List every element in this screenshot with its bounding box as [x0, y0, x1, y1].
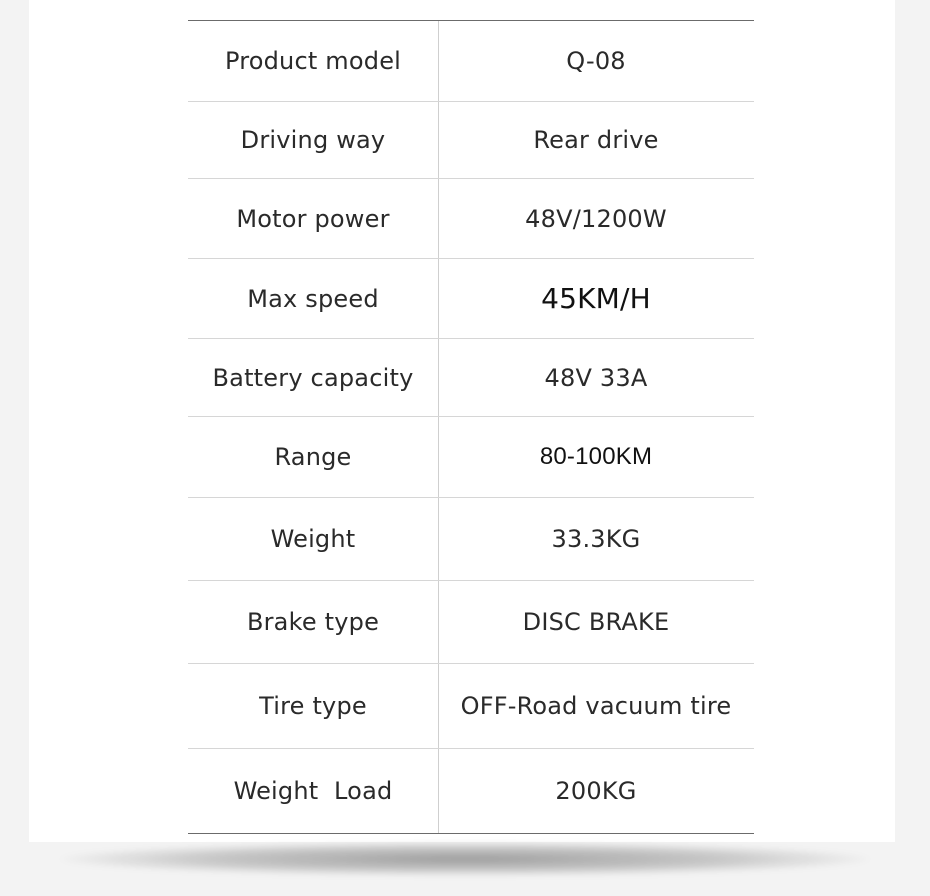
table-row: [188, 498, 754, 581]
table-row: [188, 179, 754, 259]
table-row: [188, 581, 754, 664]
spec-value: 48V/1200W: [525, 204, 667, 233]
spec-card: [29, 0, 895, 842]
spec-label: Tire type: [259, 692, 367, 720]
table-row: [188, 339, 754, 417]
spec-label: Weight Load: [233, 777, 393, 805]
card-shadow: [60, 842, 870, 876]
spec-value: 33.3KG: [551, 525, 641, 553]
spec-value: Rear drive: [533, 126, 659, 154]
spec-label: Driving way: [240, 126, 386, 154]
spec-label: Range: [274, 443, 352, 471]
table-row: [188, 21, 754, 102]
table-row: [188, 259, 754, 339]
spec-value: Q-08: [566, 47, 626, 75]
spec-label: Battery capacity: [212, 363, 414, 392]
spec-value: DISC BRAKE: [522, 608, 670, 636]
spec-label: Product model: [224, 47, 402, 75]
spec-label: Brake type: [246, 608, 380, 636]
table-row: [188, 417, 754, 498]
spec-value: 45KM/H: [541, 282, 651, 315]
spec-value: 48V 33A: [544, 363, 648, 392]
table-row: [188, 664, 754, 749]
spec-value: 80-100KM: [539, 443, 653, 470]
spec-label: Max speed: [247, 284, 379, 313]
spec-value: OFF-Road vacuum tire: [460, 692, 732, 720]
spec-value: 200KG: [555, 777, 637, 805]
spec-label: Weight: [270, 525, 356, 553]
spec-label: Motor power: [236, 204, 390, 233]
table-row: [188, 749, 754, 833]
table-row: [188, 102, 754, 179]
spec-table: [188, 20, 754, 834]
